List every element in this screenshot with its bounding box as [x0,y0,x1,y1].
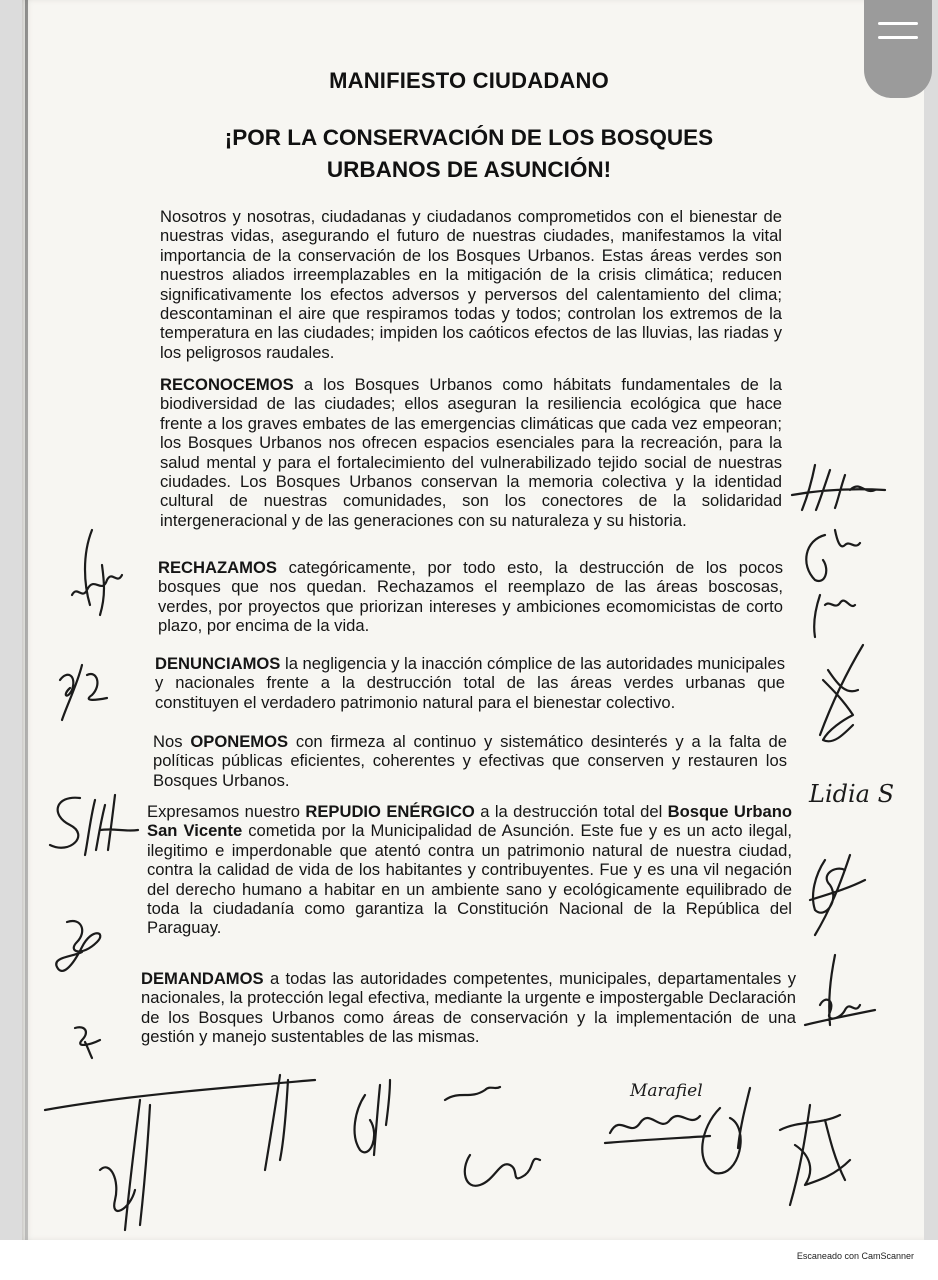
keyword-reconocemos: RECONOCEMOS [160,375,294,394]
signature-right-2 [795,525,875,640]
paragraph-rechazamos [158,558,783,636]
paragraph-oponemos [153,732,787,790]
paragraph-oponemos-text: con firmeza al continuo y sistemático desinterés y a la falta de políticas públicas eficientes, coherentes y efectivas que conserven y restauren los Bosques Urbanos. [153,732,787,790]
document-subtitle [0,122,938,186]
keyword-bosque-san-vicente: Bosque Urbano San Vicente [147,802,792,841]
keyword-demandamos: DEMANDAMOS [141,969,264,988]
paragraph-repudio [147,802,792,938]
paragraph-intro: Nosotros y nosotras, ciudadanas y ciudadanos comprometidos con el bienestar de nuestras vidas, asegurando el futuro de nuestras ciudades, manifestamos la vital importancia de la conservación de los Bosques Urbanos. Estas áreas verdes son nuestros aliados irreemplazables en la mitigación de la crisis climática; reducen significativamente los efectos adversos y perversos del calentamiento del clima; descontaminan el aire que respiramos todas y todos; controlan los extremos de la temperatura en las ciudades; impiden los caóticos efectos de las lluvias, las riadas y los peligrosos raudales. [160,207,782,362]
paragraph-repudio-text: cometida por la Municipalidad de Asunción. Este fue y es un acto ilegal, ilegitimo e imperdonable que atentó contra un patrimonio natural de nuestra ciudad, contra la calidad de vida de los habitantes y contribuyentes. Fue y es una vil negación del derecho humano a habitar en un ambiente sano y ecológicamente equilibrado de toda la ciudadanía como garantiza la Constitución Nacional de la República del Paraguay. [147,821,792,938]
page-edge-shadow [25,0,28,1240]
signature-bottom-5 [770,1100,870,1210]
menu-button[interactable] [864,0,932,98]
paragraph-denunciamos [155,654,785,712]
signature-bottom-1 [40,1070,320,1240]
signature-lidia-text: Lidia S [809,780,895,808]
signature-left-2 [52,660,112,725]
signature-marafiel-text: Marafiel [630,1081,703,1101]
keyword-oponemos: OPONEMOS [190,732,289,751]
paragraph-demandamos-text: a todas las autoridades competentes, municipales, departamentales y nacionales, la protección legal efectiva, mediante la urgente e impostergable Declaración de los Bosques Urbanos como áreas de conservación y la implementación de una gestión y manejo sustentables de las mismas. [141,969,796,1047]
signature-bottom-2 [340,1075,400,1165]
signature-left-1 [62,525,132,620]
subtitle-line-1: ¡POR LA CONSERVACIÓN DE LOS BOSQUES [224,125,714,150]
signature-right-1 [790,460,890,515]
signature-right-4 [800,850,870,940]
paragraph-repudio-middle: a la destrucción total del [474,802,668,821]
signature-left-4 [52,912,112,982]
keyword-repudio: REPUDIO ENÉRGICO [305,802,475,821]
subtitle-line-2: URBANOS DE ASUNCIÓN! [326,157,612,182]
camscanner-watermark: Escaneado con CamScanner [796,1251,914,1261]
paragraph-rechazamos-text: categóricamente, por todo esto, la destrucción de los pocos bosques que nos quedan. Rechazamos el reemplazo de las áreas boscosas, verdes, por proyectos que priorizan intereses y ambiciones ecomomicistas de corto plazo, por encima de la vida. [158,558,783,636]
paragraph-reconocemos-text: a los Bosques Urbanos como hábitats fundamentales de la biodiversidad de las ciudades; ellos aseguran la resiliencia ecológica que hace frente a los graves embates de las emergencias climáticas que cada vez empeoran; los Bosques Urbanos nos ofrecen espacios esenciales para la recreación, para la salud mental y para el fortalecimiento del vulnerabilizado tejido social de nuestras ciudades. Los Bosques Urbanos conservan la memoria colectiva y la identidad cultural de nuestras comunidades, son los conectores de la solidaridad intergeneracional y de las generaciones con su naturaleza y su historia. [160,375,782,530]
signature-left-5 [70,1020,110,1060]
document-title: MANIFIESTO CIUDADANO [329,68,609,93]
signature-right-5 [800,950,880,1050]
keyword-denunciamos: DENUNCIAMOS [155,654,281,673]
signature-left-3 [40,790,140,860]
signature-right-lidia [805,760,905,820]
signature-bottom-3 [440,1075,550,1205]
paragraph-denunciamos-text: la negligencia y la inacción cómplice de las autoridades municipales y nacionales frente a la destrucción total de las áreas verdes urbanas que constituyen el verdadero patrimonio natural para el bienestar colectivo. [155,654,785,712]
keyword-rechazamos: RECHAZAMOS [158,558,277,577]
paragraph-repudio-before: Expresamos nuestro [147,802,306,821]
paragraph-oponemos-before: Nos [153,732,191,751]
paragraph-reconocemos [160,375,782,530]
signature-bottom-4 [600,1068,780,1188]
paragraph-demandamos [141,969,796,1047]
signature-right-3 [808,640,868,750]
